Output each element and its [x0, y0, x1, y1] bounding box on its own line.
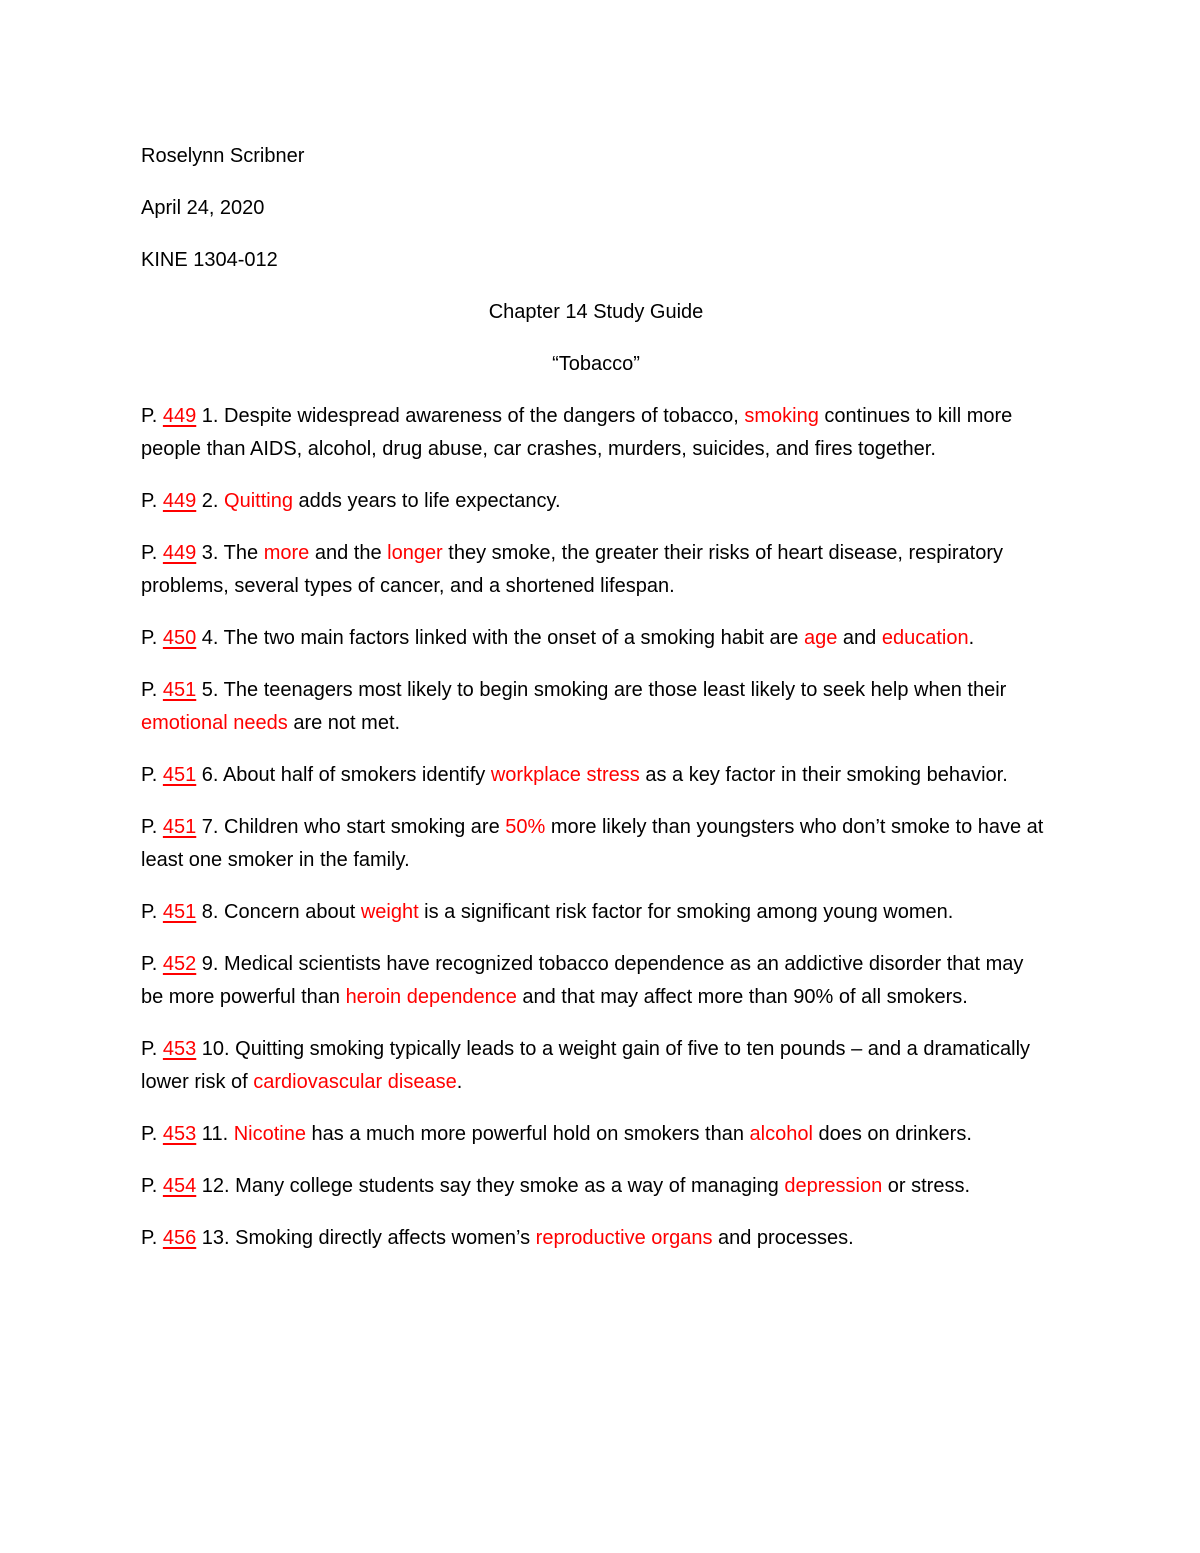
page-prefix: P.	[141, 764, 163, 786]
answer-text: Nicotine	[233, 1123, 306, 1145]
question-text: 13. Smoking directly affects women’s	[196, 1227, 536, 1249]
page-prefix: P.	[141, 1175, 163, 1197]
question-item	[141, 1170, 1051, 1203]
page-number: 453	[162, 1123, 197, 1145]
page-number: 449	[162, 490, 197, 512]
page-number: 450	[162, 627, 197, 649]
question-item	[141, 622, 1051, 655]
question-text: does on drinkers.	[812, 1123, 972, 1145]
page-prefix: P.	[141, 901, 163, 923]
question-text: 1. Despite widespread awareness of the dangers of tobacco,	[196, 405, 745, 427]
question-text: and	[837, 627, 882, 649]
question-item	[141, 896, 1051, 929]
question-item	[141, 537, 1051, 603]
page-prefix: P.	[141, 1123, 163, 1145]
question-item	[141, 948, 1051, 1014]
page-prefix: P.	[141, 542, 163, 564]
answer-text: 50%	[505, 816, 546, 838]
page-prefix: P.	[141, 1038, 163, 1060]
page-number: 456	[162, 1227, 197, 1249]
question-text: 8. Concern about	[196, 901, 361, 923]
question-text: they smoke, the greater their risks of heart disease, respiratory problems, several types of cancer, and a shortened lifespan.	[141, 542, 1003, 597]
question-item	[141, 400, 1051, 466]
answer-text: emotional needs	[141, 712, 288, 734]
question-text: .	[456, 1071, 463, 1093]
answer-text: reproductive organs	[535, 1227, 713, 1249]
question-text: more likely than youngsters who don’t smoke to have at least one smoker in the family.	[141, 816, 1044, 871]
page-prefix: P.	[141, 1227, 163, 1249]
question-item	[141, 485, 1051, 518]
answer-text: alcohol	[749, 1123, 813, 1145]
page-prefix: P.	[141, 953, 163, 975]
question-text: 10. Quitting smoking typically leads to a weight gain of five to ten pounds – and a dramatically lower risk of	[141, 1038, 1031, 1093]
question-text: 9. Medical scientists have recognized tobacco dependence as an addictive disorder that may be more powerful than	[141, 953, 1024, 1008]
question-item	[141, 811, 1051, 877]
page-number: 451	[162, 901, 197, 923]
question-item	[141, 759, 1051, 792]
page-number: 452	[162, 953, 197, 975]
question-text: 11.	[196, 1123, 234, 1145]
page-prefix: P.	[141, 816, 163, 838]
question-item	[141, 674, 1051, 740]
question-text: is a significant risk factor for smoking among young women.	[418, 901, 954, 923]
page-prefix: P.	[141, 627, 163, 649]
question-text: and the	[309, 542, 388, 564]
question-text: 7. Children who start smoking are	[196, 816, 506, 838]
question-text: has a much more powerful hold on smokers than	[305, 1123, 750, 1145]
question-text: 4. The two main factors linked with the onset of a smoking habit are	[196, 627, 804, 649]
question-text: 5. The teenagers most likely to begin smoking are those least likely to seek help when their	[196, 679, 1007, 701]
document-subtitle: “Tobacco”	[552, 353, 640, 375]
question-text: and processes.	[712, 1227, 854, 1249]
answer-text: cardiovascular disease	[253, 1071, 457, 1093]
answer-text: longer	[387, 542, 443, 564]
question-list	[141, 400, 1051, 1255]
page-number: 449	[162, 405, 197, 427]
page-number: 451	[162, 679, 197, 701]
question-text: continues to kill more people than AIDS, alcohol, drug abuse, car crashes, murders, suicides, and fires together.	[141, 405, 1013, 460]
answer-text: more	[263, 542, 310, 564]
course-code: KINE 1304-012	[141, 249, 278, 271]
question-text: as a key factor in their smoking behavior.	[639, 764, 1008, 786]
page-number: 449	[162, 542, 197, 564]
answer-text: age	[803, 627, 838, 649]
question-text: adds years to life expectancy.	[292, 490, 561, 512]
page-number: 454	[162, 1175, 197, 1197]
question-item	[141, 1222, 1051, 1255]
question-text: .	[968, 627, 975, 649]
page-number: 451	[162, 764, 197, 786]
page-prefix: P.	[141, 490, 163, 512]
question-text: 3. The	[196, 542, 264, 564]
answer-text: weight	[360, 901, 419, 923]
answer-text: workplace stress	[490, 764, 640, 786]
question-text: 12. Many college students say they smoke as a way of managing	[196, 1175, 785, 1197]
page-prefix: P.	[141, 405, 163, 427]
question-text: are not met.	[287, 712, 401, 734]
answer-text: education	[881, 627, 969, 649]
page-number: 453	[162, 1038, 197, 1060]
answer-text: smoking	[744, 405, 819, 427]
question-item	[141, 1033, 1051, 1099]
author-name: Roselynn Scribner	[141, 145, 305, 167]
question-item	[141, 1118, 1051, 1151]
page-number: 451	[162, 816, 197, 838]
question-text: 6. About half of smokers identify	[196, 764, 491, 786]
answer-text: heroin dependence	[345, 986, 517, 1008]
document-title: Chapter 14 Study Guide	[488, 301, 704, 323]
question-text: and that may affect more than 90% of all smokers.	[516, 986, 968, 1008]
page-prefix: P.	[141, 679, 163, 701]
document-body	[141, 140, 1051, 1274]
question-text: 2.	[196, 490, 225, 512]
document-date: April 24, 2020	[141, 197, 265, 219]
answer-text: Quitting	[224, 490, 293, 512]
question-text: or stress.	[882, 1175, 970, 1197]
answer-text: depression	[784, 1175, 883, 1197]
